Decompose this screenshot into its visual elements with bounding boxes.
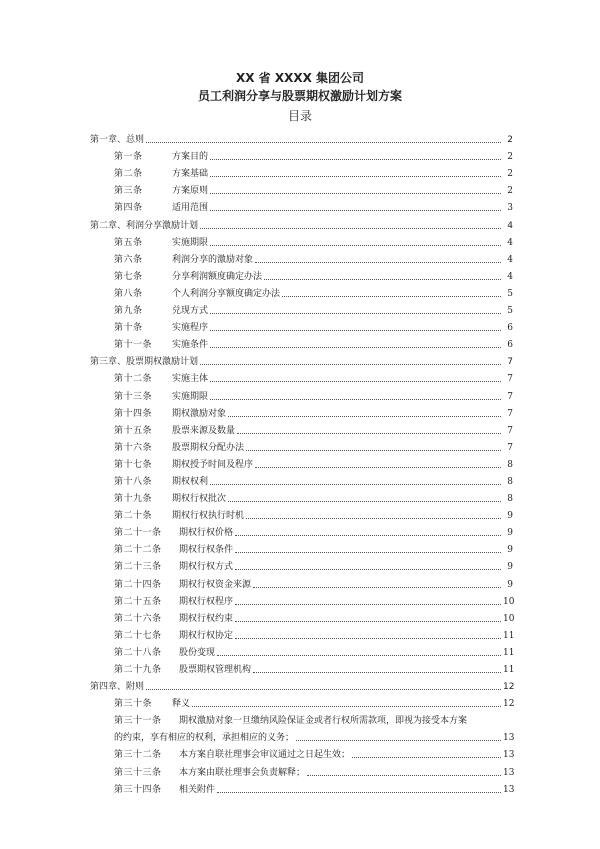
toc-leader-dots [253, 586, 501, 588]
toc-entry-article[interactable] [90, 778, 513, 795]
toc-entry-article[interactable] [90, 709, 513, 726]
toc-entry-article[interactable] [90, 179, 513, 196]
toc-entry-chapter[interactable] [90, 675, 513, 692]
toc-article-title: 释义 [172, 699, 191, 710]
toc-article-title: 期权行权资金来源 [179, 579, 252, 590]
toc-entry-article[interactable] [90, 265, 513, 282]
toc-entry-article[interactable] [90, 487, 513, 504]
toc-article-number: 第三十四条 [114, 784, 162, 795]
toc-entry-article[interactable] [90, 555, 513, 572]
toc-page-number: 2 [507, 186, 513, 197]
toc-entry-article[interactable] [90, 196, 513, 213]
toc-article-number: 第二十四条 [114, 579, 162, 590]
toc-page-number: 2 [507, 152, 513, 163]
toc-article-title: 股份变现 [179, 647, 216, 658]
toc-leader-dots [210, 244, 501, 246]
toc-article-number: 第六条 [114, 254, 143, 265]
toc-leader-dots [235, 637, 501, 639]
toc-article-title: 分享利润额度确定办法 [172, 271, 263, 282]
toc-article-number: 第十九条 [114, 494, 153, 505]
toc-entry-article[interactable] [90, 538, 513, 555]
toc-page-number: 7 [507, 374, 513, 385]
toc-article-title: 兑现方式 [172, 306, 209, 317]
toc-entry-article[interactable] [90, 572, 513, 589]
toc-entry-article[interactable] [90, 590, 513, 607]
toc-leader-dots [282, 295, 501, 297]
toc-article-number: 第九条 [114, 306, 143, 317]
toc-article-title: 股票期权管理机构 [179, 665, 252, 675]
toc-entry-article[interactable] [90, 402, 513, 419]
toc-leader-dots [210, 329, 501, 331]
toc-article-number: 第二十五条 [114, 596, 162, 607]
toc-entry-article[interactable] [90, 282, 513, 299]
toc-page-number: 9 [507, 579, 513, 590]
toc-article-number: 第十七条 [114, 459, 153, 470]
toc-article-title: 本方案由联社理事会负责解释； [179, 767, 306, 778]
toc-page-number: 3 [507, 203, 513, 214]
toc-article-number: 第十六条 [114, 442, 153, 453]
toc-leader-dots [296, 739, 501, 741]
toc-article-title: 方案基础 [172, 169, 209, 180]
toc-entry-article[interactable] [90, 384, 513, 401]
toc-leader-dots [210, 192, 501, 194]
table-of-contents [90, 128, 513, 795]
toc-entry-chapter[interactable] [90, 128, 513, 145]
toc-article-number: 第十二条 [114, 374, 153, 385]
toc-entry-continuation[interactable] [90, 726, 513, 743]
toc-article-title: 期权行权价格 [179, 528, 234, 539]
toc-article-number: 第二十条 [114, 511, 153, 522]
toc-page-number: 2 [507, 135, 513, 146]
toc-chapter-title: 第一章、总则 [90, 135, 145, 146]
toc-page-number: 11 [503, 630, 515, 641]
toc-article-title: 相关附件 [179, 784, 216, 795]
toc-article-number: 第十三条 [114, 391, 153, 402]
toc-leader-dots [255, 466, 501, 468]
toc-page-number: 12 [503, 699, 515, 710]
toc-article-number: 第十条 [114, 323, 143, 334]
toc-article-title: 期权激励对象 [172, 408, 227, 419]
toc-page-number: 8 [507, 494, 513, 505]
toc-leader-dots [253, 671, 501, 673]
toc-article-title: 实施期限 [172, 237, 209, 248]
toc-page-number: 9 [507, 511, 513, 522]
toc-page-number: 5 [507, 288, 513, 299]
toc-leader-dots [235, 603, 501, 605]
toc-article-number: 第十八条 [114, 476, 153, 487]
company-title: XX 省 XXXX 集团公司 [235, 71, 365, 85]
toc-article-title: 利润分享的激励对象 [172, 254, 254, 265]
toc-leader-dots [146, 688, 501, 690]
toc-leader-dots [217, 791, 501, 793]
toc-chapter-title: 第三章、股票期权激励计划 [90, 357, 199, 368]
toc-leader-dots [146, 141, 501, 143]
toc-leader-dots [210, 158, 501, 160]
document-title: 员工利润分享与股票期权激励计划方案 [197, 89, 402, 103]
toc-article-title: 方案目的 [172, 152, 209, 163]
toc-entry-article[interactable] [90, 658, 513, 675]
toc-leader-dots [246, 449, 501, 451]
toc-article-number: 第三十一条 [114, 716, 162, 727]
toc-article-title: 实施期限 [172, 391, 209, 402]
toc-article-title: 期权授予时间及程序 [172, 459, 254, 470]
toc-page-number: 7 [507, 408, 513, 419]
toc-page-number: 9 [507, 528, 513, 539]
toc-leader-dots [235, 620, 501, 622]
toc-article-title: 适用范围 [172, 203, 209, 214]
toc-article-title: 期权行权条件 [179, 545, 234, 556]
toc-page-number: 6 [507, 340, 513, 351]
toc-leader-dots [352, 756, 501, 758]
toc-page-number: 11 [503, 647, 515, 658]
toc-leader-dots [210, 209, 501, 211]
toc-article-number: 第二十三条 [114, 562, 162, 573]
toc-entry-article[interactable] [90, 760, 513, 777]
toc-article-title: 期权行权执行时机 [172, 511, 245, 522]
toc-leader-dots [210, 312, 501, 314]
toc-article-number: 第二十七条 [114, 630, 162, 641]
toc-leader-dots [210, 346, 501, 348]
toc-entry-chapter[interactable] [90, 350, 513, 367]
toc-article-number: 第五条 [114, 237, 143, 248]
toc-entry-chapter[interactable] [90, 213, 513, 230]
toc-article-number: 第十一条 [114, 340, 153, 351]
toc-article-title: 期权行权方式 [179, 562, 234, 573]
toc-leader-dots [237, 432, 501, 434]
toc-leader-dots [228, 500, 501, 502]
toc-article-title: 实施条件 [172, 340, 209, 351]
toc-article-number: 第三十二条 [114, 750, 162, 761]
toc-page-number: 6 [507, 323, 513, 334]
toc-article-number: 第二十九条 [114, 665, 162, 675]
toc-page-number: 4 [507, 237, 513, 248]
toc-leader-dots [200, 227, 501, 229]
toc-article-title: 期权行权协定 [179, 630, 234, 641]
toc-entry-article[interactable] [90, 316, 513, 333]
toc-entry-article[interactable] [90, 743, 513, 760]
toc-page-number: 9 [507, 545, 513, 556]
toc-page-number: 5 [507, 306, 513, 317]
toc-article-title: 实施主体 [172, 374, 209, 385]
toc-page-number: 12 [503, 682, 515, 693]
toc-heading: 目录 [287, 109, 312, 123]
toc-page-number: 4 [507, 220, 513, 231]
toc-page-number: 4 [507, 254, 513, 265]
toc-page-number: 7 [507, 357, 513, 368]
toc-article-title: 本方案自联社理事会审议通过之日起生效； [179, 750, 351, 761]
toc-article-title: 股票期权分配办法 [172, 442, 245, 453]
toc-leader-dots [210, 483, 501, 485]
toc-article-number: 第二十一条 [114, 528, 162, 539]
toc-entry-article[interactable] [90, 521, 513, 538]
toc-entry-article[interactable] [90, 692, 513, 709]
toc-entry-article[interactable] [90, 504, 513, 521]
toc-page-number: 9 [507, 562, 513, 573]
toc-leader-dots [235, 568, 501, 570]
toc-leader-dots [235, 534, 501, 536]
toc-article-number: 第四条 [114, 203, 143, 214]
toc-leader-dots [228, 415, 501, 417]
toc-page-number: 10 [503, 596, 515, 607]
toc-entry-article[interactable] [90, 299, 513, 316]
toc-leader-dots [192, 705, 501, 707]
toc-entry-article[interactable] [90, 641, 513, 658]
toc-article-number: 第十五条 [114, 425, 153, 436]
toc-entry-article[interactable] [90, 453, 513, 470]
toc-page-number: 8 [507, 476, 513, 487]
toc-article-number: 第八条 [114, 288, 143, 299]
toc-page-number: 13 [503, 767, 515, 778]
toc-page-number: 13 [503, 733, 515, 744]
toc-entry-article[interactable] [90, 470, 513, 487]
toc-article-number: 第二条 [114, 169, 143, 180]
toc-article-title: 期权激励对象一旦缴纳风险保证金或者行权所需款项，即视为接受本方案 [179, 716, 468, 727]
toc-leader-dots [264, 278, 501, 280]
toc-leader-dots [210, 398, 501, 400]
toc-page-number: 13 [503, 784, 515, 795]
toc-leader-dots [217, 654, 501, 656]
toc-page-number: 7 [507, 425, 513, 436]
toc-article-title: 期权行权程序 [179, 596, 234, 607]
toc-leader-dots [210, 175, 501, 177]
toc-page-number: 7 [507, 391, 513, 402]
toc-entry-article[interactable] [90, 248, 513, 265]
toc-page-number: 13 [503, 750, 515, 761]
toc-article-number: 第三条 [114, 186, 143, 197]
toc-page-number: 8 [507, 459, 513, 470]
toc-article-number: 第二十八条 [114, 647, 162, 658]
toc-article-title: 方案原则 [172, 186, 209, 197]
toc-entry-article[interactable] [90, 607, 513, 624]
toc-page-number: 7 [507, 442, 513, 453]
toc-article-title: 期权权利 [172, 476, 209, 487]
toc-entry-article[interactable] [90, 162, 513, 179]
toc-entry-article[interactable] [90, 145, 513, 162]
toc-page-number: 10 [503, 613, 515, 624]
toc-article-number: 第十四条 [114, 408, 153, 419]
toc-leader-dots [235, 551, 501, 553]
toc-leader-dots [200, 363, 501, 365]
toc-article-title: 个人利润分享额度确定办法 [172, 288, 281, 299]
toc-entry-article[interactable] [90, 231, 513, 248]
toc-entry-article[interactable] [90, 333, 513, 350]
toc-chapter-title: 第二章、利润分享激励计划 [90, 220, 199, 231]
toc-article-title: 期权行权批次 [172, 494, 227, 505]
toc-entry-article[interactable] [90, 367, 513, 384]
toc-leader-dots [255, 261, 501, 263]
toc-article-title: 期权行权约束 [179, 613, 234, 624]
toc-page-number: 2 [507, 169, 513, 180]
toc-entry-article[interactable] [90, 624, 513, 641]
toc-chapter-title: 第四章、附则 [90, 682, 145, 693]
toc-article-number: 第二十二条 [114, 545, 162, 556]
toc-entry-article[interactable] [90, 419, 513, 436]
toc-leader-dots [307, 774, 501, 776]
toc-article-title-continued: 的约束，享有相应的权利，承担相应的义务； [114, 733, 295, 744]
toc-page-number: 11 [503, 665, 515, 675]
toc-article-number: 第七条 [114, 271, 143, 282]
toc-leader-dots [210, 380, 501, 382]
toc-leader-dots [246, 517, 501, 519]
toc-page-number: 4 [507, 271, 513, 282]
toc-article-number: 第一条 [114, 152, 143, 163]
toc-article-title: 实施程序 [172, 323, 209, 334]
toc-article-number: 第二十六条 [114, 613, 162, 624]
toc-article-number: 第三十三条 [114, 767, 162, 778]
toc-article-title: 股票来源及数量 [172, 425, 236, 436]
toc-article-number: 第三十条 [114, 699, 153, 710]
toc-entry-article[interactable] [90, 436, 513, 453]
